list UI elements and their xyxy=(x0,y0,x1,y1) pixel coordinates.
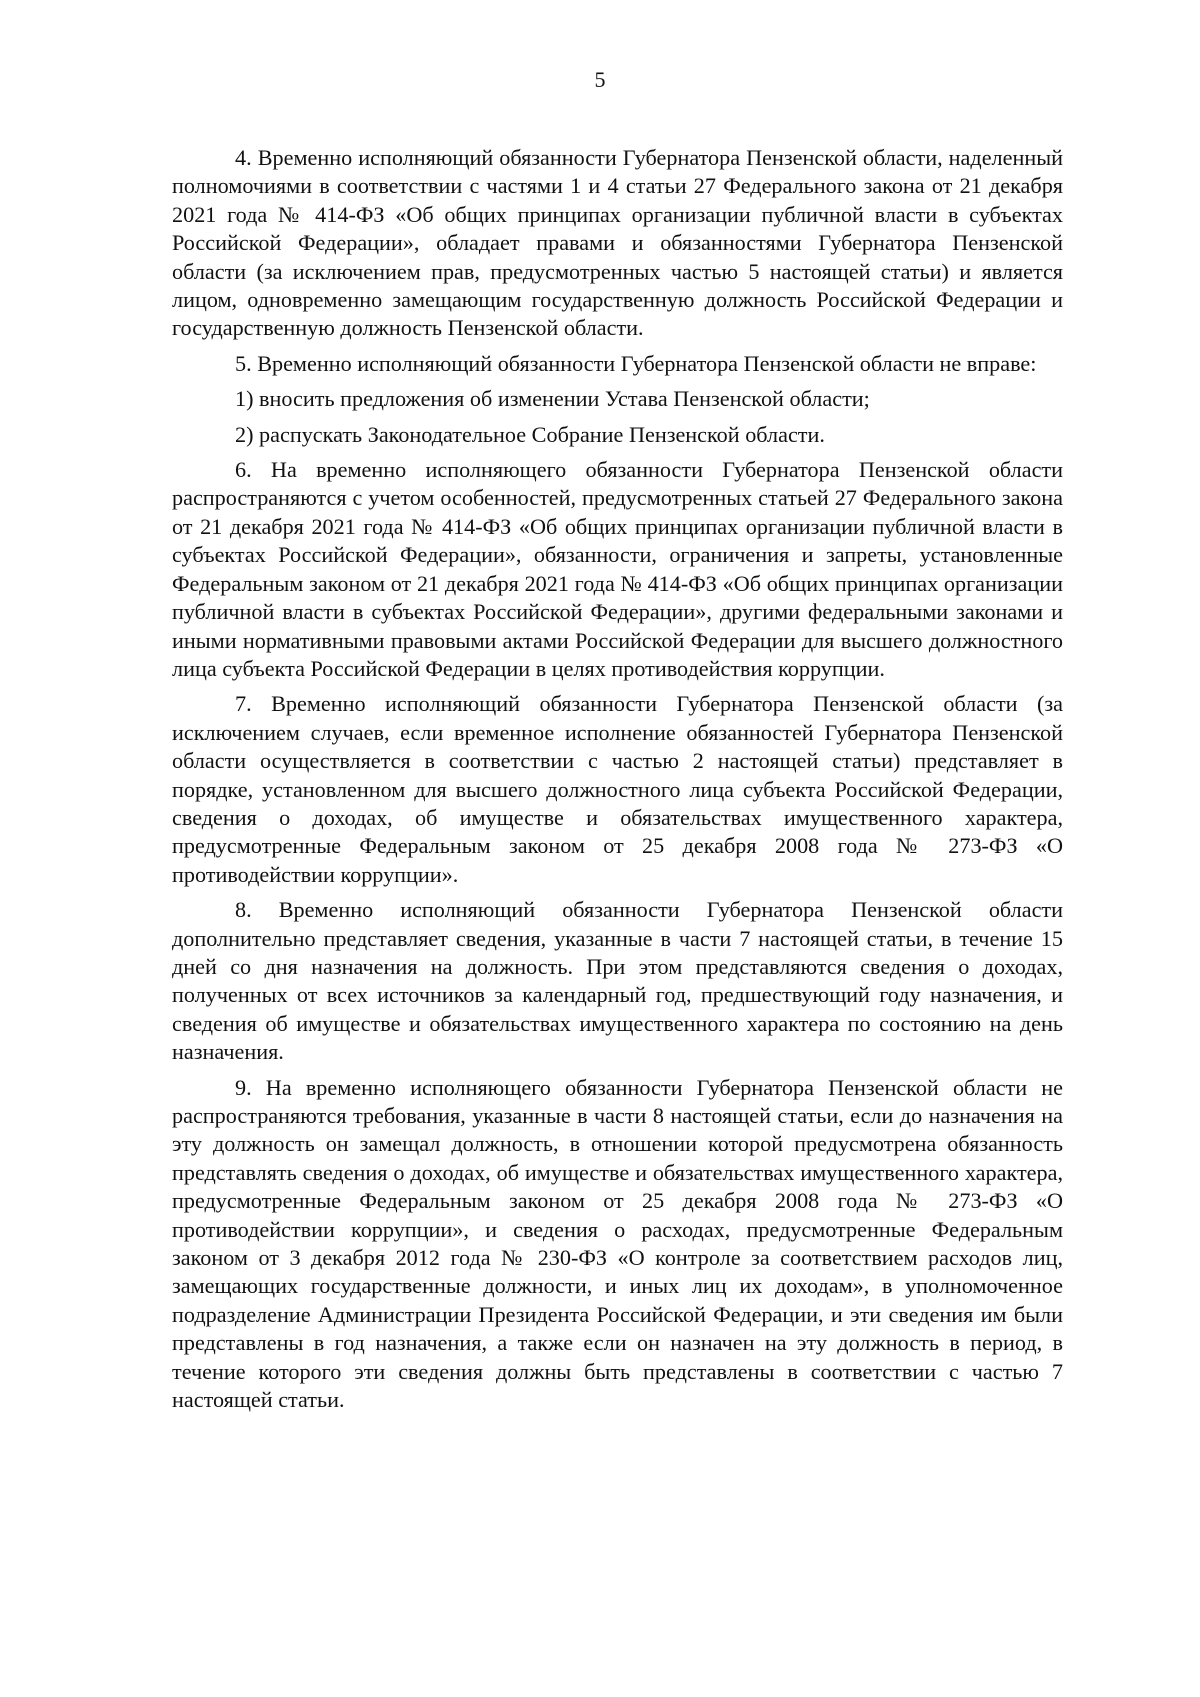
paragraph-part-7: 7. Временно исполняющий обязанности Губернатора Пензенской области (за исключением случаев, если временное исполнение обязанностей Губернатора Пензенской области осуществляется в соответствии с частью 2 настоящей статьи) представляет в порядке, установленном для высшего должностного лица субъекта Российской Федерации, сведения о доходах, об имуществе и обязательствах имущественного характера, предусмотренные Федеральным законом от 25 декабря 2008 года № 273-ФЗ «О противодействии коррупции». xyxy=(172,691,1063,887)
paragraph-part-5: 5. Временно исполняющий обязанности Губернатора Пензенской области не вправе: xyxy=(235,350,1037,376)
paragraph-part-6: 6. На временно исполняющего обязанности Губернатора Пензенской области распространяются с учетом особенностей, предусмотренных статьей 27 Федерального закона от 21 декабря 2021 года № 414-ФЗ «Об общих принципах организации публичной власти в субъектах Российской Федерации», обязанности, ограничения и запреты, установленные Федеральным законом от 21 декабря 2021 года № 414-ФЗ «Об общих принципах организации публичной власти в субъектах Российской Федерации», другими федеральными законами и иными нормативными правовыми актами Российской Федерации для высшего должностного лица субъекта Российской Федерации в целях противодействия коррупции. xyxy=(172,457,1063,681)
page-number: 5 xyxy=(594,67,606,92)
paragraph-part-8: 8. Временно исполняющий обязанности Губернатора Пензенской области дополнительно представляет сведения, указанные в части 7 настоящей статьи, в течение 15 дней со дня назначения на должность. При этом представляются сведения о доходах, полученных от всех источников за календарный год, предшествующий году назначения, и сведения об имуществе и обязательствах имущественного характера по состоянию на день назначения. xyxy=(172,897,1063,1065)
paragraph-part-4: 4. Временно исполняющий обязанности Губернатора Пензенской области, наделенный полномочиями в соответствии с частями 1 и 4 статьи 27 Федерального закона от 21 декабря 2021 года № 414-ФЗ «Об общих принципах организации публичной власти в субъектах Российской Федерации», обладает правами и обязанностями Губернатора Пензенской области (за исключением прав, предусмотренных частью 5 настоящей статьи) и является лицом, одновременно замещающим государственную должность Российской Федерации и государственную должность Пензенской области. xyxy=(172,145,1063,341)
paragraph-part-9: 9. На временно исполняющего обязанности Губернатора Пензенской области не распространяются требования, указанные в части 8 настоящей статьи, если до назначения на эту должность он замещал должность, в отношении которой предусмотрена обязанность представлять сведения о доходах, об имуществе и обязательствах имущественного характера, предусмотренные Федеральным законом от 25 декабря 2008 года № 273-ФЗ «О противодействии коррупции», и сведения о расходах, предусмотренные Федеральным законом от 3 декабря 2012 года № 230-ФЗ «О контроле за соответствием расходов лиц, замещающих государственные должности, и иных лиц их доходам», в уполномоченное подразделение Администрации Президента Российской Федерации, и эти сведения им были представлены в год назначения, а также если он назначен на эту должность в период, в течение которого эти сведения должны быть представлены в соответствии с частью 7 настоящей статьи. xyxy=(172,1074,1063,1413)
document-body xyxy=(172,144,1063,1421)
paragraph-part-5-item-2: 2) распускать Законодательное Собрание Пензенской области. xyxy=(235,421,825,447)
paragraph-part-5-item-1: 1) вносить предложения об изменении Устава Пензенской области; xyxy=(235,386,870,412)
